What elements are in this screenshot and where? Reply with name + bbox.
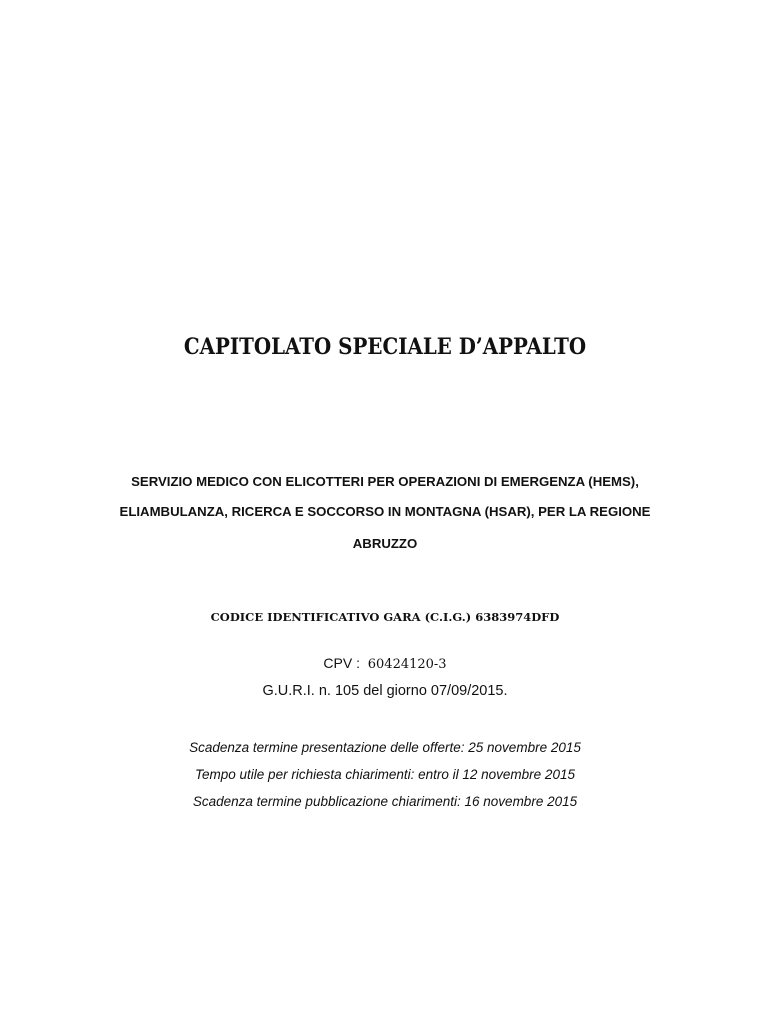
deadline-clarification-request: Tempo utile per richiesta chiarimenti: entro il 12 novembre 2015: [195, 767, 575, 782]
cig-code: CODICE IDENTIFICATIVO GARA (C.I.G.) 6383974DFD: [210, 610, 560, 624]
deadline-offers: Scadenza termine presentazione delle offerte: 25 novembre 2015: [189, 740, 581, 755]
cpv-label: CPV :: [323, 655, 360, 671]
subject-line-1: SERVIZIO MEDICO CON ELICOTTERI PER OPERAZIONI DI EMERGENZA (HEMS),: [131, 474, 639, 489]
subject-line-3: ABRUZZO: [352, 536, 418, 551]
guri-reference: G.U.R.I. n. 105 del giorno 07/09/2015.: [262, 683, 508, 699]
cpv-code: 60424120-3: [367, 657, 447, 672]
document-title: CAPITOLATO SPECIALE D’APPALTO: [183, 334, 587, 360]
deadline-clarification-publication: Scadenza termine pubblicazione chiarimenti: 16 novembre 2015: [192, 794, 578, 809]
subject-line-2: ELIAMBULANZA, RICERCA E SOCCORSO IN MONTAGNA (HSAR), PER LA REGIONE: [119, 504, 651, 519]
cpv-line: [0, 655, 770, 672]
